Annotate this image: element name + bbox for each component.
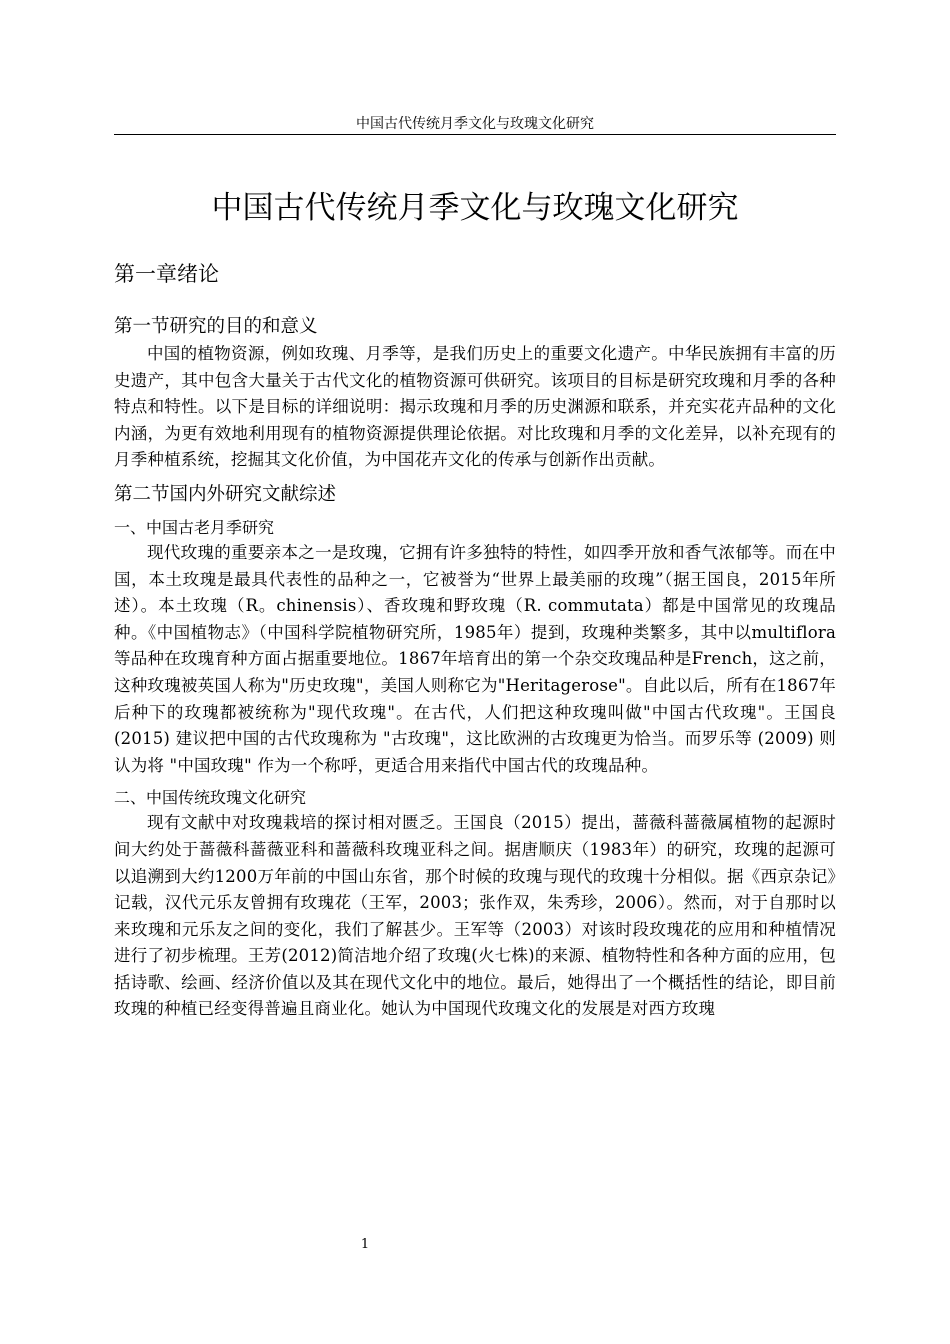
subsection-heading-rose-culture: 二、中国传统玫瑰文化研究 [114,788,307,808]
chapter-heading: 第一章绪论 [114,262,219,286]
paragraph-purpose: 中国的植物资源，例如玫瑰、月季等，是我们历史上的重要文化遗产。中华民族拥有丰富的历史遗产，其中包含大量关于古代文化的植物资源可供研究。该项目的目标是研究玫瑰和月季的各种特点和特性。以下是目标的详细说明：揭示玫瑰和月季的历史渊源和联系，并充实花卉品种的文化内涵，为更有效地利用现有的植物资源提供理论依据。对比玫瑰和月季的文化差异，以补充现有的月季种植系统，挖掘其文化价值，为中国花卉文化的传承与创新作出贡献。 [114,344,836,470]
paragraph-rose-culture: 现有文献中对玫瑰栽培的探讨相对匮乏。王国良（2015）提出，蔷薇科蔷薇属植物的起源时间大约处于蔷薇科蔷薇亚科和蔷薇科玫瑰亚科之间。据唐顺庆（1983年）的研究，玫瑰的起源可以追溯到大约1200万年前的中国山东省，那个时候的玫瑰与现代的玫瑰十分相似。据《西京杂记》记载，汉代元乐友曾拥有玫瑰花（王军，2003；张作双，朱秀珍，2006）。然而，对于自那时以来玫瑰和元乐友之间的变化，我们了解甚少。王军等（2003）对该时段玫瑰花的应用和种植情况进行了初步梳理。王芳(2012)简洁地介绍了玫瑰(火七株)的来源、植物特性和各种方面的应用，包括诗歌、绘画、经济价值以及其在现代文化中的地位。最后，她得出了一个概括性的结论，即目前玫瑰的种植已经变得普遍且商业化。她认为中国现代玫瑰文化的发展是对西方玫瑰 [114,813,836,1019]
page-number: 1 [360,1237,370,1252]
paragraph-ancient-rose: 现代玫瑰的重要亲本之一是玫瑰，它拥有许多独特的特性，如四季开放和香气浓郁等。而在中国，本土玫瑰是最具代表性的品种之一，它被誉为“世界上最美丽的玫瑰”（据王国良，2015年所述）。本土玫瑰（R。chinensis）、香玫瑰和野玫瑰（R. commutata）都是中国常见的玫瑰品种。《中国植物志》（中国科学院植物研究所，1985年）提到，玫瑰种类繁多，其中以multiflora等品种在玫瑰育种方面占据重要地位。1867年培育出的第一个杂交玫瑰品种是French，这之前，这种玫瑰被英国人称为"历史玫瑰"，美国人则称它为"Heritagerose"。自此以后，所有在1867年后种下的玫瑰都被统称为"现代玫瑰"。在古代，人们把这种玫瑰叫做"中国古代玫瑰"。王国良 (2015) 建议把中国的古代玫瑰称为 "古玫瑰"，这比欧洲的古玫瑰更为恰当。而罗乐等 (2009) 则认为将 "中国玫瑰" 作为一个称呼，更适合用来指代中国古代的玫瑰品种。 [114,542,836,775]
section-heading-literature-review: 第二节国内外研究文献综述 [114,483,337,505]
subsection-heading-ancient-rose: 一、中国古老月季研究 [114,517,275,537]
section-heading-purpose: 第一节研究的目的和意义 [114,316,318,337]
document-title: 中国古代传统月季文化与玫瑰文化研究 [211,190,739,226]
running-header: 中国古代传统月季文化与玫瑰文化研究 [356,116,594,132]
page-content [114,180,836,1023]
header-rule [114,134,836,135]
